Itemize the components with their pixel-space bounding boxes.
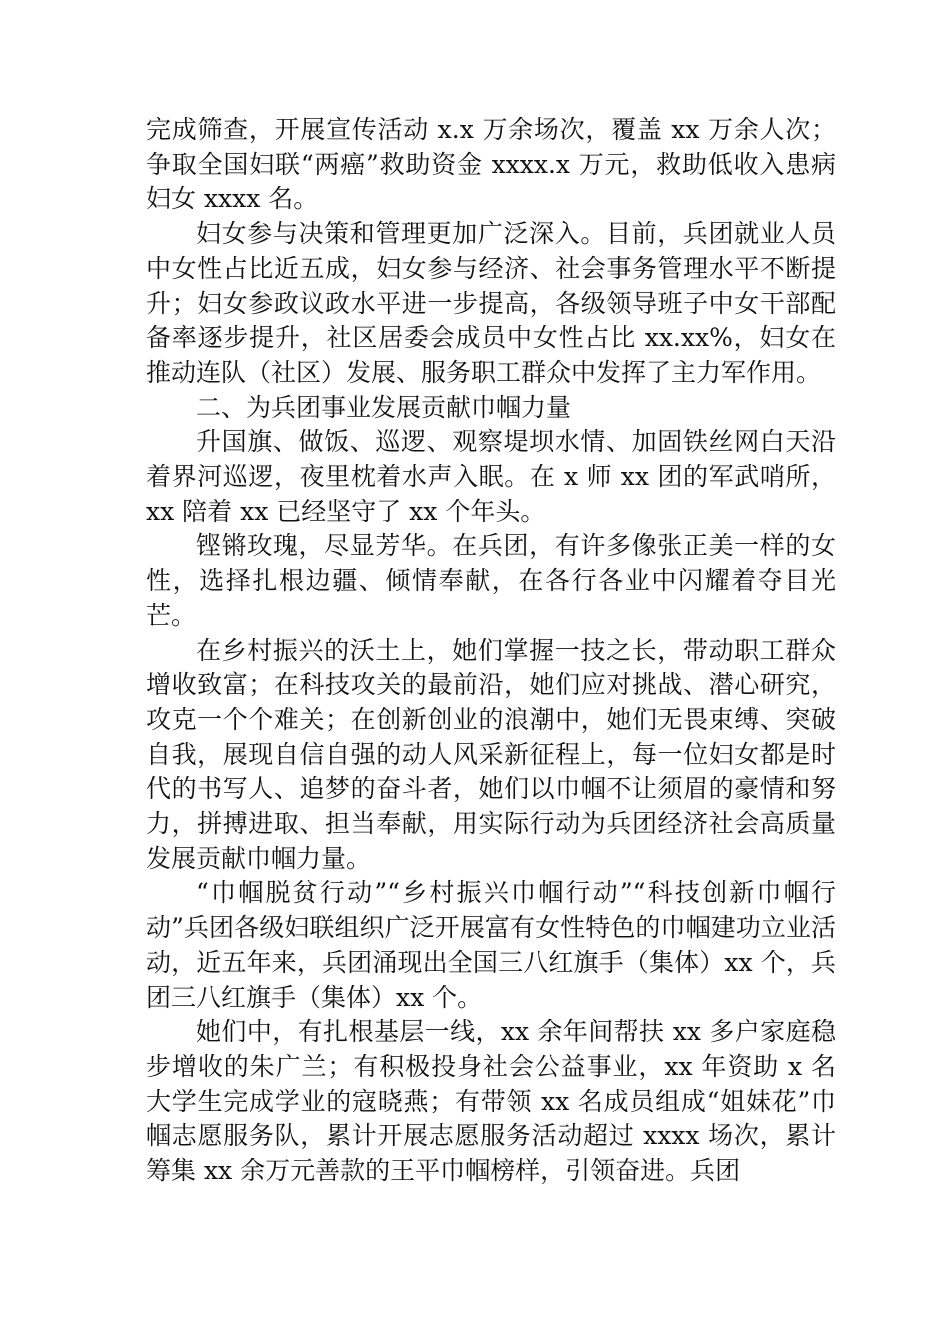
paragraph-2: 妇女参与决策和管理更加广泛深入。目前，兵团就业人员中女性占比近五成，妇女参与经济、社会事务管理水平不断提升；妇女参政议政水平进一步提高，各级领导班子中女干部配备率逐步提升，社区居委会成员中女性占比 xx.xx%，妇女在推动连队（社区）发展、服务职工群众中发挥了主力军作用。 (146, 219, 836, 387)
paragraph-1: 完成筛查，开展宣传活动 x.x 万余场次，覆盖 xx 万余人次；争取全国妇联“两癌”救助资金 xxxx.x 万元，救助低收入患病妇女 xxxx 名。 (146, 115, 836, 214)
paragraph-7: 她们中，有扎根基层一线，xx 余年间帮扶 xx 多户家庭稳步增收的朱广兰；有积极投身社会公益事业，xx 年资助 x 名大学生完成学业的寇晓燕；有带领 xx 名成员组成“姐妹花”巾帼志愿服务队，累计开展志愿服务活动超过 xxxx 场次，累计筹集 xx 余万元善款的王平巾帼榜样，引领奋进。兵团 (146, 1017, 836, 1186)
paragraph-5: 在乡村振兴的沃土上，她们掌握一技之长，带动职工群众增收致富；在科技攻关的最前沿，她们应对挑战、潜心研究，攻克一个个难关；在创新创业的浪潮中，她们无畏束缚、突破自我，展现自信自强的动人风采新征程上，每一位妇女都是时代的书写人、追梦的奋斗者，她们以巾帼不让须眉的豪情和努力，拼搏进取、担当奉献，用实际行动为兵团经济社会高质量发展贡献巾帼力量。 (146, 635, 836, 873)
paragraph-4: 铿锵玫瑰，尽显芳华。在兵团，有许多像张正美一样的女性，选择扎根边疆、倾情奉献，在各行各业中闪耀着夺目光芒。 (146, 531, 836, 630)
paragraph-6: “巾帼脱贫行动”“乡村振兴巾帼行动”“科技创新巾帼行动”兵团各级妇联组织广泛开展富有女性特色的巾帼建功立业活动，近五年来，兵团涌现出全国三八红旗手（集体）xx 个，兵团三八红旗手（集体）xx 个。 (146, 878, 836, 1012)
section-heading: 二、为兵团事业发展贡献巾帼力量 (196, 392, 572, 422)
paragraph-3: 升国旗、做饭、巡逻、观察堤坝水情、加固铁丝网白天沿着界河巡逻，夜里枕着水声入眠。在 x 师 xx 团的军武哨所，xx 陪着 xx 已经坚守了 xx 个年头。 (146, 427, 836, 526)
document-page (146, 113, 836, 1189)
